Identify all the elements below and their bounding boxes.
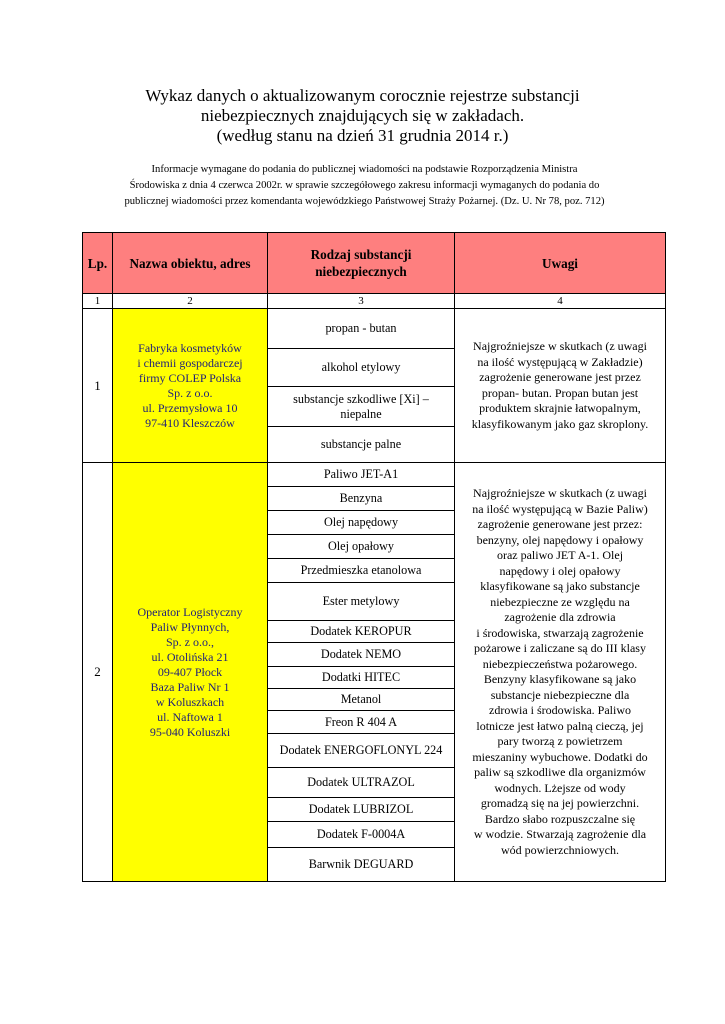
object-address	[113, 309, 268, 463]
note-line: zagrożenie dla zdrowia	[504, 610, 616, 624]
substance-cell	[268, 734, 455, 768]
substance-cell	[268, 583, 455, 621]
substance-name: Dodatek ENERGOFLONYL 224	[279, 743, 443, 757]
document-title	[0, 86, 725, 146]
note-line: mieszaniny wybuchowe. Dodatki do	[472, 749, 648, 764]
substance-cell	[268, 463, 455, 487]
column-number: 3	[268, 294, 455, 309]
note-line: klasyfikowane są jako substancje	[480, 579, 640, 593]
substance-cell	[268, 689, 455, 711]
note-line: pożarowe i zaliczane są do III klasy	[474, 641, 646, 655]
object-line: 95-040 Koluszki	[149, 724, 231, 739]
substance-name: substancje palne	[320, 437, 402, 451]
note-line: na ilość występującą w Zakładzie)	[477, 354, 643, 369]
column-number-row	[83, 294, 666, 309]
substance-cell	[268, 621, 455, 643]
note-line: napędowy i olej opałowy	[499, 563, 621, 578]
note-line: benzyny, olej napędowy i opałowy	[476, 532, 644, 547]
object-line: Fabryka kosmetyków	[138, 340, 242, 355]
substance-cell	[268, 667, 455, 689]
substance-name: Benzyna	[339, 491, 383, 505]
note-line: wód powierzchniowych.	[501, 842, 619, 857]
object-line: ul. Otolińska 21	[151, 649, 229, 664]
notes-cell	[455, 309, 666, 463]
info-line-2: Środowiska z dnia 4 czerwca 2002r. w sprawie szczegółowego zakresu informacji wymaganych do podania do	[129, 180, 600, 191]
legal-info	[52, 162, 677, 210]
substances-table	[82, 232, 666, 882]
note-line: klasyfikowanym jako gaz skroplony.	[471, 416, 649, 431]
substance-cell	[268, 511, 455, 535]
substance-name: propan - butan	[325, 321, 397, 335]
notes-cell	[455, 463, 666, 882]
substance-cell	[268, 643, 455, 667]
substance-cell	[268, 768, 455, 798]
note-line: zagrożenie generowane jest przez:	[477, 517, 643, 531]
object-line: Baza Paliw Nr 1	[150, 679, 230, 694]
substance-name: Przedmieszka etanolowa	[300, 563, 422, 577]
substance-name: Dodatek ULTRAZOL	[307, 775, 415, 789]
object-line: 97-410 Kleszczów	[145, 415, 235, 430]
header-lp: Lp.	[83, 233, 113, 294]
table-header-row	[83, 233, 666, 294]
header-substance-line-2: niebezpiecznych	[315, 264, 407, 279]
note-line: oraz paliwo JET A-1. Olej	[496, 548, 624, 562]
substance-name: Dodatek F-0004A	[316, 827, 406, 841]
substance-cell	[268, 387, 455, 427]
object-line: Sp. z o.o.,	[166, 634, 214, 649]
substance-name: Olej opałowy	[327, 539, 394, 553]
object-line: firmy COLEP Polska	[138, 370, 242, 385]
object-line: ul. Przemysłowa 10	[142, 400, 238, 415]
substance-name: Paliwo JET-A1	[323, 467, 399, 481]
substance-name: Freon R 404 A	[324, 714, 398, 729]
object-line: i chemii gospodarczej	[137, 355, 243, 370]
info-line-1: Informacje wymagane do podania do publicznej wiadomości na podstawie Rozporządzenia Ministra	[151, 164, 578, 175]
note-line: na ilość występującą w Bazie Paliw)	[472, 501, 648, 516]
table-row	[83, 463, 666, 487]
substance-name: Dodatek LUBRIZOL	[308, 802, 414, 816]
object-line: Operator Logistyczny	[137, 604, 243, 619]
note-line: Najgroźniejsze w skutkach (z uwagi	[473, 486, 647, 500]
note-line: niebezpieczeństwa pożarowego.	[482, 656, 638, 671]
note-line: produktem skrajnie łatwopalnym,	[479, 401, 641, 415]
substance-cell	[268, 822, 455, 848]
substance-name: Metanol	[340, 692, 382, 706]
title-line-2: niebezpiecznych znajdujących się w zakładach.	[200, 106, 525, 125]
object-line: Paliw Płynnych,	[150, 619, 230, 634]
object-address	[113, 463, 268, 882]
substance-name: niepalne	[340, 406, 382, 421]
substance-cell	[268, 427, 455, 463]
note-line: Bardzo słabo rozpuszczalne się	[484, 811, 636, 826]
substance-name: Dodatek KEROPUR	[310, 624, 412, 638]
substance-cell	[268, 798, 455, 822]
substance-cell	[268, 711, 455, 734]
note-line: i środowiska, stwarzają zagrożenie	[476, 625, 644, 640]
column-number: 4	[455, 294, 666, 309]
title-line-1: Wykaz danych o aktualizowanym corocznie rejestrze substancji	[145, 86, 580, 105]
header-substance	[268, 233, 455, 294]
note-line: Najgroźniejsze w skutkach (z uwagi	[473, 339, 647, 353]
note-line: wodnych. Lżejsze od wody	[494, 780, 626, 795]
note-line: Benzyny klasyfikowane są jako	[483, 672, 637, 686]
substance-name: Barwnik DEGUARD	[308, 857, 414, 871]
substance-cell	[268, 309, 455, 349]
title-line-3: (według stanu na dzień 31 grudnia 2014 r.)	[216, 126, 509, 145]
note-line: niebezpieczne ze względu na	[490, 594, 630, 609]
note-line: paliw są szkodliwe dla organizmów	[474, 765, 646, 779]
object-line: w Koluszkach	[155, 694, 225, 709]
substance-cell	[268, 848, 455, 882]
column-number: 2	[113, 294, 268, 309]
substance-name: Dodatki HITEC	[321, 670, 401, 684]
object-line: ul. Naftowa 1	[157, 709, 223, 724]
note-line: propan- butan. Propan butan jest	[481, 385, 639, 400]
substance-cell	[268, 349, 455, 387]
substance-cell	[268, 487, 455, 511]
table-body	[83, 309, 666, 882]
note-line: zagrożenie generowane jest przez	[479, 370, 641, 384]
note-line: w wodzie. Stwarzają zagrożenie dla	[473, 827, 647, 841]
note-line: substancje niebezpieczne dla	[490, 687, 630, 702]
object-line: 09-407 Płock	[157, 664, 223, 679]
header-notes: Uwagi	[455, 233, 666, 294]
table-row	[83, 309, 666, 349]
header-substance-line-1: Rodzaj substancji	[310, 247, 412, 262]
note-line: gromadzą się na jej powierzchni.	[480, 796, 640, 810]
substance-name: alkohol etylowy	[321, 360, 401, 374]
header-object: Nazwa obiektu, adres	[113, 233, 268, 294]
substance-cell	[268, 535, 455, 559]
substance-name: Dodatek NEMO	[320, 647, 402, 661]
row-number: 2	[83, 463, 113, 882]
substance-name: substancje szkodliwe [Xi] –	[293, 391, 429, 406]
substance-name: Ester metylowy	[322, 594, 400, 608]
row-number: 1	[83, 309, 113, 463]
note-line: zdrowia i środowiska. Paliwo	[489, 703, 631, 717]
column-number: 1	[83, 294, 113, 309]
substance-name: Olej napędowy	[323, 515, 399, 529]
info-line-3: publicznej wiadomości przez komendanta wojewódzkiego Państwowej Straży Pożarnej. (Dz. U. Nr 78, poz. 712)	[124, 196, 605, 207]
note-line: lotnicze jest łatwo palną cieczą, jej	[476, 718, 644, 733]
object-line: Sp. z o.o.	[167, 385, 213, 400]
substance-cell	[268, 559, 455, 583]
note-line: pary tworzą z powietrzem	[497, 734, 623, 748]
